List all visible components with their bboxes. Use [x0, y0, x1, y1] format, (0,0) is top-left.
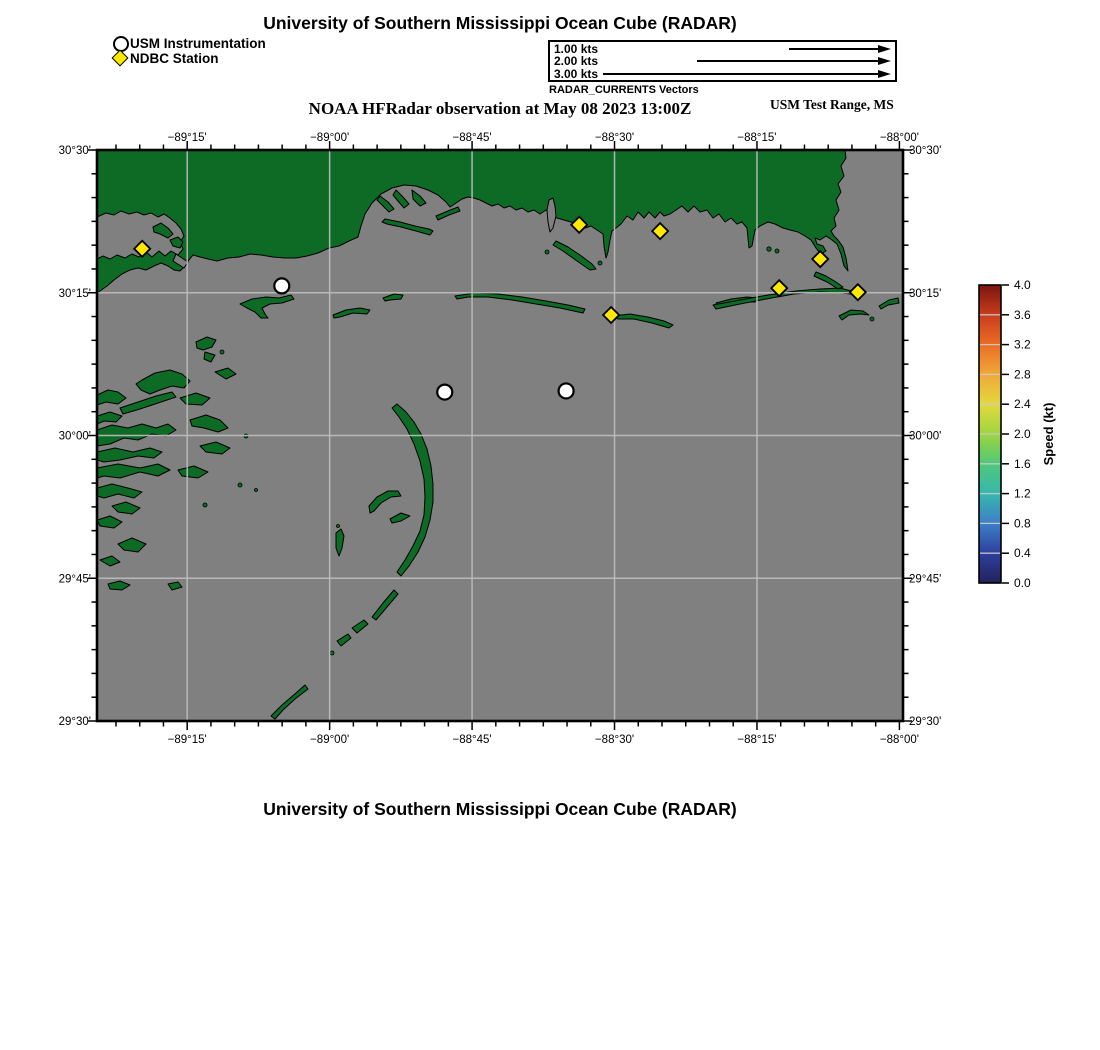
page-title: University of Southern Mississippi Ocean Cube (RADAR)	[263, 13, 737, 33]
lon-tick-label: −89°15'	[167, 734, 207, 746]
lon-tick-label: −88°30'	[594, 734, 635, 746]
vector-scale-label: 1.00 kts	[554, 42, 599, 57]
lat-tick-label: 29°30'	[58, 716, 91, 728]
lat-tick-label: 30°30'	[909, 145, 942, 157]
vector-scale-label: 2.00 kts	[554, 54, 599, 69]
lon-tick-label: −88°30'	[594, 132, 635, 144]
usm-instrumentation-marker	[274, 278, 289, 293]
lon-tick-label: −89°00'	[310, 734, 350, 746]
usm-instrumentation-marker	[437, 385, 452, 400]
lon-tick-label: −88°15'	[737, 734, 777, 746]
lat-tick-label: 30°30'	[58, 145, 91, 157]
vector-legend-caption: RADAR_CURRENTS Vectors	[549, 84, 699, 96]
lat-tick-label: 29°45'	[58, 573, 91, 586]
lat-tick-label: 30°00'	[58, 430, 91, 443]
colorbar-tick-label: 2.0	[1014, 427, 1031, 441]
lon-tick-label: −88°45'	[452, 734, 492, 746]
colorbar-tick-label: 2.8	[1014, 367, 1031, 382]
lon-tick-label: −88°45'	[452, 132, 492, 144]
legend-label-ndbc: NDBC Station	[130, 51, 219, 66]
region-label: USM Test Range, MS	[770, 97, 894, 112]
colorbar-tick-label: 0.0	[1014, 576, 1031, 590]
lat-tick-label: 30°15'	[909, 287, 942, 300]
legend-label-usm: USM Instrumentation	[130, 36, 266, 51]
lat-tick-label: 29°45'	[909, 573, 942, 586]
lon-tick-label: −88°00'	[879, 132, 919, 144]
colorbar-tick-label: 0.8	[1014, 516, 1031, 531]
lat-tick-label: 29°30'	[909, 716, 942, 728]
lat-tick-label: 30°15'	[58, 287, 91, 300]
lon-tick-label: −89°15'	[167, 132, 207, 144]
colorbar-tick-label: 3.6	[1014, 307, 1031, 322]
lon-tick-label: −89°00'	[310, 132, 350, 144]
lat-tick-label: 30°00'	[909, 430, 942, 443]
colorbar-tick-label: 1.6	[1014, 456, 1031, 471]
vector-scale-label: 3.00 kts	[554, 66, 599, 81]
lon-tick-label: −88°15'	[737, 132, 777, 144]
footer-title: University of Southern Mississippi Ocean Cube (RADAR)	[263, 799, 737, 819]
observation-subtitle: NOAA HFRadar observation at May 08 2023 13:00Z	[308, 99, 692, 118]
colorbar-title: Speed (kt)	[1041, 402, 1056, 466]
usm-instrumentation-marker	[559, 383, 574, 398]
lon-tick-label: −88°00'	[879, 734, 919, 746]
colorbar-tick-label: 0.4	[1014, 546, 1031, 561]
colorbar-tick-label: 1.2	[1014, 486, 1031, 501]
colorbar	[979, 278, 1056, 590]
colorbar-tick-label: 3.2	[1014, 337, 1031, 352]
colorbar-tick-label: 4.0	[1014, 278, 1031, 292]
colorbar-tick-label: 2.4	[1014, 397, 1031, 412]
